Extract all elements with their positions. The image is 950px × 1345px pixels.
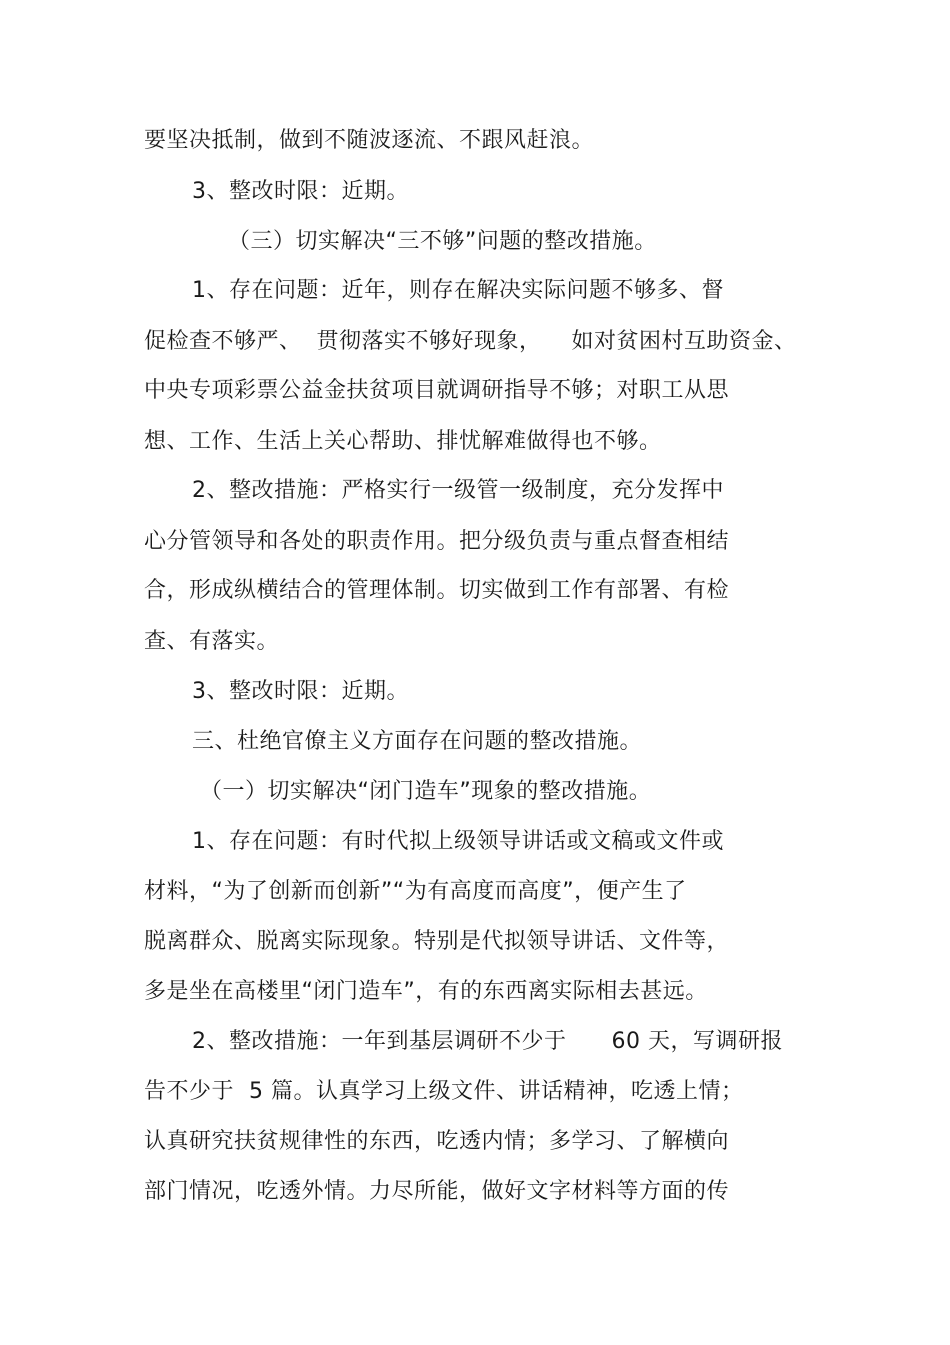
text-line-12: 3、整改时限：近期。 (192, 679, 409, 704)
text-line-3: （三）切实解决“三不够”问题的整改措施。 (228, 229, 657, 254)
text-line-6: 中央专项彩票公益金扶贫项目就调研指导不够；对职工从思 (144, 378, 730, 403)
text-line-22: 部门情况，吃透外情。力尽所能，做好文字材料等方面的传 (144, 1179, 730, 1204)
text-line-9: 心分管领导和各处的职责作用。把分级负责与重点督查相结 (144, 529, 730, 554)
text-line-21: 认真研究扶贫规律性的东西，吃透内情；多学习、了解横向 (144, 1129, 730, 1154)
text-line-15: 1、存在问题：有时代拟上级领导讲话或文稿或文件或 (192, 829, 724, 854)
text-line-14: （一）切实解决“闭门造车”现象的整改措施。 (200, 779, 652, 804)
text-line-7: 想、工作、生活上关心帮助、排忧解难做得也不够。 (144, 429, 662, 454)
text-line-19: 2、整改措施：一年到基层调研不少于 60 天，写调研报 (192, 1029, 783, 1054)
text-line-8: 2、整改措施：严格实行一级管一级制度，充分发挥中 (192, 478, 724, 503)
text-line-2: 3、整改时限：近期。 (192, 179, 409, 204)
text-line-10: 合，形成纵横结合的管理体制。切实做到工作有部署、有检 (144, 578, 730, 603)
text-line-5: 促检查不够严、 贯彻落实不够好现象， 如对贫困村互助资金、 (144, 329, 797, 354)
text-line-13: 三、杜绝官僚主义方面存在问题的整改措施。 (192, 729, 643, 754)
text-line-18: 多是坐在高楼里“闭门造车”，有的东西离实际相去甚远。 (144, 979, 708, 1004)
text-line-1: 要坚决抵制，做到不随波逐流、不跟风赶浪。 (144, 128, 595, 153)
text-line-16: 材料，“为了创新而创新”“为有高度而高度”，便产生了 (144, 879, 687, 904)
text-line-11: 查、有落实。 (144, 629, 280, 654)
text-line-4: 1、存在问题：近年，则存在解决实际问题不够多、督 (192, 278, 724, 303)
text-line-17: 脱离群众、脱离实际现象。特别是代拟领导讲话、文件等， (144, 929, 730, 954)
text-line-20: 告不少于 5 篇。认真学习上级文件、讲话精神，吃透上情； (144, 1079, 744, 1104)
